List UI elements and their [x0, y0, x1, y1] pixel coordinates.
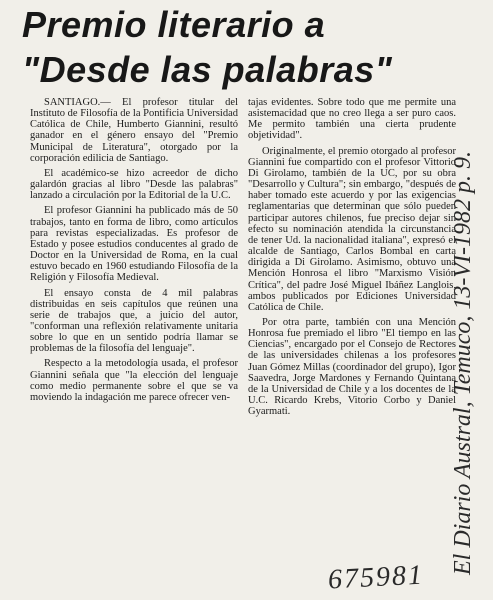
- headline-line-1: Premio literario a: [22, 4, 326, 45]
- handwritten-source-note: El Diario Austral, Temuco, 13-VI-1982 p. 9.: [450, 151, 476, 575]
- article-column-right: [248, 97, 456, 421]
- article-paragraph: Originalmente, el premio otorgado al profesor Giannini fue compartido con el profesor Vittorio Di Girolamo, también de la UC, por su obra "Desarrollo y Cultura"; sin embargo, "después de haber tomado este acuerdo y por las exigencias reglamentarias que determinan que sólo pueden participar autores chilenos, fue preciso dejar sin efecto su nominación atendida la circunstancia de tener Ud. la nacionalidad italiana", expresó el alcalde de Santiago, Carlos Bombal en carta dirigida a Di Girolamo. Asimismo, obtuvo una Mención Honrosa el libro "Marxismo Visión Crítica", del padre José Miguel Ibáñez Langlois, ambos publicados por Ediciones Universidad Católica de Chile.: [248, 145, 456, 313]
- headline-line-2: "Desde las palabras": [22, 49, 393, 90]
- headline: [22, 2, 452, 92]
- handwritten-catalog-number: 675981: [327, 559, 425, 596]
- article-paragraph-continuation: tajas evidentes. Sobre todo que me permite una asistemacidad que no creo llega a ser puro caos. Me permito también una cierta prudente objetividad".: [248, 97, 456, 142]
- article-paragraph: El ensayo consta de 4 mil palabras distribuidas en seis capítulos que reúnen una serie de trabajos que, a juicio del autor, "conforman una reflexión relativamente unitaria sobre lo que en un sentido podría llamar se problemas de la filosofía del lenguaje".: [30, 287, 238, 355]
- article-paragraph: SANTIAGO.— El profesor titular del Instituto de Filosofía de la Pontificia Universidad Católica de Chile, Humberto Giannini, resultó ganador en el género ensayo del "Premio Municipal de Literatura", otorgado por la corporación edilicia de Santiago.: [30, 97, 238, 164]
- article-paragraph: Por otra parte, también con una Mención Honrosa fue premiado el libro "El tiempo en las Ciencias", encargado por el Consejo de Rectores de las universidades chilenas a los profesores Juan Gómez Millas (coordinador del grupo), Igor Saavedra, Jorge Mardones y Fernando Quintana de la Universidad de Chile y a los docentes de la U.C. Ricardo Krebs, Vitorio Corbo y Daniel Gyarmati.: [248, 316, 456, 418]
- article-column-left: [30, 97, 238, 407]
- article-paragraph: Respecto a la metodología usada, el profesor Giannini señala que "la elección del lenguaje como medio permanente sobre el que se va moviendo la indagación me parece ofrecer ven-: [30, 358, 238, 403]
- article-paragraph: El académico-se hizo acreedor de dicho galardón gracias al libro "Desde las palabras" lanzado a circulación por la Editorial de la U.C.: [30, 167, 238, 202]
- article-paragraph: El profesor Giannini ha publicado más de 50 trabajos, tanto en forma de libro, como artículos para revistas especializadas. Es profesor de Estado y posee estudios conducentes al grado de Doctor en la Universidad de Roma, en la cual estuvo becado en 1960 estudiando Filosofía de la Religión y Filosofía Medieval.: [30, 205, 238, 284]
